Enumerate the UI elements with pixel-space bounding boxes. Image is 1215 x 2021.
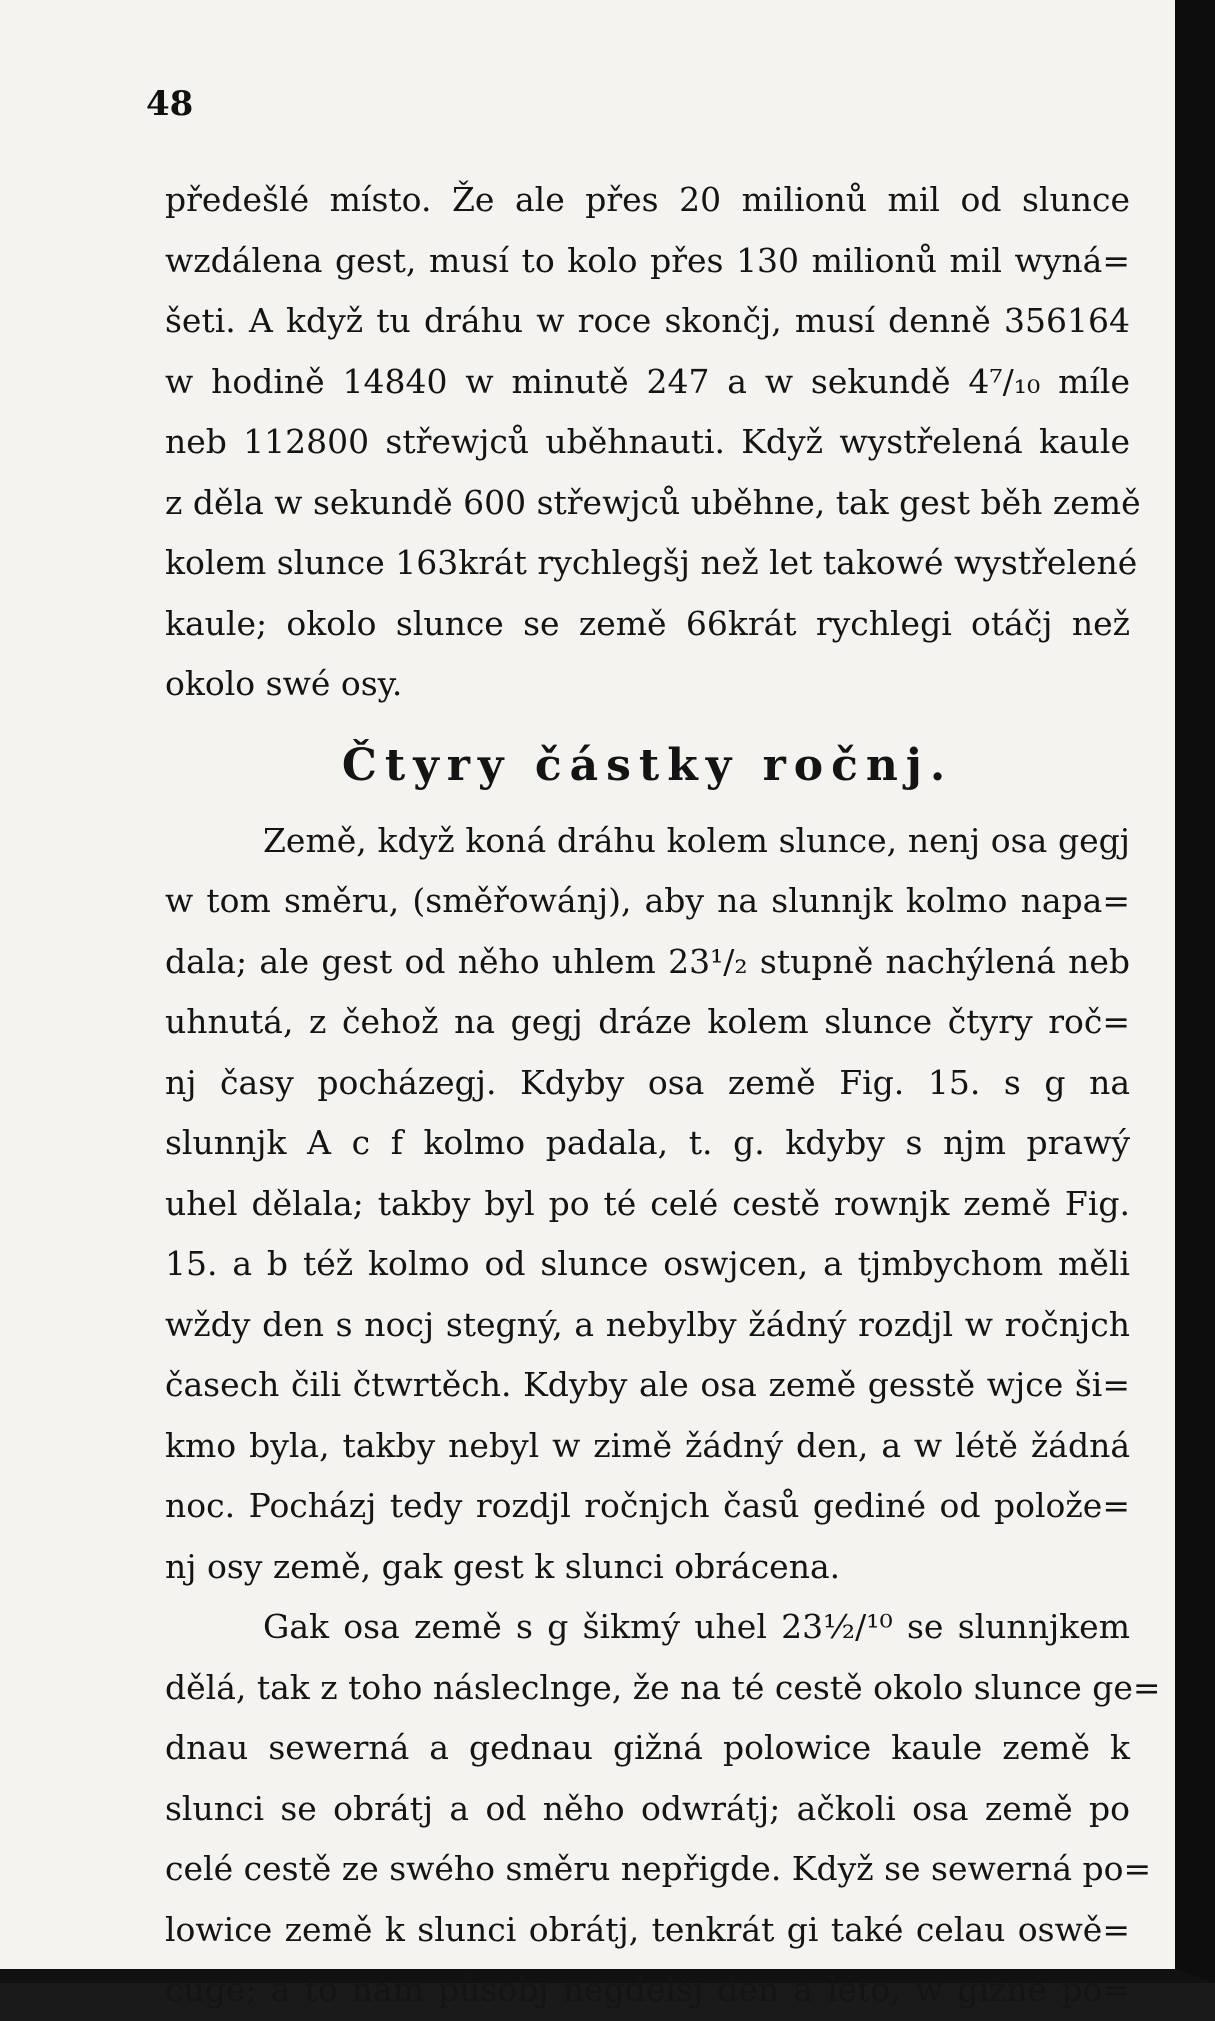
text-line: wždy den s nocj stegný, a nebylby žádný rozdjl w ročnjch <box>165 1304 1130 1344</box>
text-line: cuge; a to nám působj negdelšj den a léto, w gižné po= <box>165 1970 1130 2009</box>
text-line: nj časy pocházegj. Kdyby osa země Fig. 15. s g na <box>165 1062 1130 1102</box>
text-line: kaule; okolo slunce se země 66krát rychlegi otáčj než <box>165 603 1130 643</box>
section-heading: Čtyry částky ročnj. <box>341 739 954 791</box>
text-line: předešlé místo. Že ale přes 20 milionů mil od slunce <box>165 180 1130 219</box>
text-line: dnau sewerná a gednau gižná polowice kaule země k <box>165 1728 1130 1767</box>
text-line: nj osy země, gak gest k slunci obrácena. <box>165 1546 841 1586</box>
paragraph-3 <box>165 1597 1161 2021</box>
text-line: kmo byla, takby nebyl w zimě žádný den, a w létě žádná <box>165 1425 1130 1465</box>
text-line: kolem slunce 163krát rychlegšj než let takowé wystřelené <box>165 543 1138 582</box>
text-line: w tom směru, (směřowánj), aby na slunnjk kolmo napa= <box>165 881 1130 920</box>
text-line: Gak osa země s g šikmý uhel 23½/¹⁰ se slunnjkem <box>263 1607 1130 1646</box>
text-line: okolo swé osy. <box>165 664 403 703</box>
text-line: dala; ale gest od něho uhlem 23¹/₂ stupně nachýlená neb <box>165 941 1130 981</box>
paragraph-2 <box>165 811 1130 1598</box>
text-line: uhel dělala; takby byl po té celé cestě rownjk země Fig. <box>165 1183 1130 1223</box>
text-line: šeti. A když tu dráhu w roce skončj, musí denně 356164 <box>165 301 1130 340</box>
text-line: lowice země k slunci obrátj, tenkrát gi také celau oswě= <box>165 1909 1130 1949</box>
text-line: slunnjk A c f kolmo padala, t. g. kdyby s njm prawý <box>165 1123 1130 1162</box>
text-line: noc. Pocházj tedy rozdjl ročnjch časů gediné od polože= <box>165 1486 1130 1525</box>
text-line: 15. a b též kolmo od slunce oswjcen, a tjmbychom měli <box>165 1244 1130 1283</box>
text-line: wzdálena gest, musí to kolo přes 130 milionů mil wyná= <box>165 240 1130 280</box>
text-line: slunci se obrátj a od něho odwrátj; ačkoli osa země po <box>165 1788 1130 1828</box>
text-line: uhnutá, z čehož na gegj dráze kolem slunce čtyry roč= <box>165 1002 1130 1041</box>
page-number: 48 <box>146 84 194 124</box>
text-line: časech čili čtwrtěch. Kdyby ale osa země gesstě wjce ši= <box>165 1365 1130 1404</box>
text-line: dělá, tak z toho násleclnge, že na té cestě okolo slunce ge= <box>165 1667 1161 1707</box>
text-line: celé cestě ze swého směru nepřigde. Když se sewerná po= <box>165 1849 1152 1888</box>
paragraph-1 <box>165 170 1141 715</box>
text-line: neb 112800 střewjců uběhnauti. Když wystřelená kaule <box>165 422 1130 461</box>
page-body <box>165 170 1161 2021</box>
text-line: w hodině 14840 w minutě 247 a w sekundě 4⁷/₁₀ míle <box>165 361 1130 401</box>
text-line: z děla w sekundě 600 střewjců uběhne, tak gest běh země <box>165 482 1141 522</box>
text-line: Země, když koná dráhu kolem slunce, nenj osa gegj <box>263 820 1130 860</box>
